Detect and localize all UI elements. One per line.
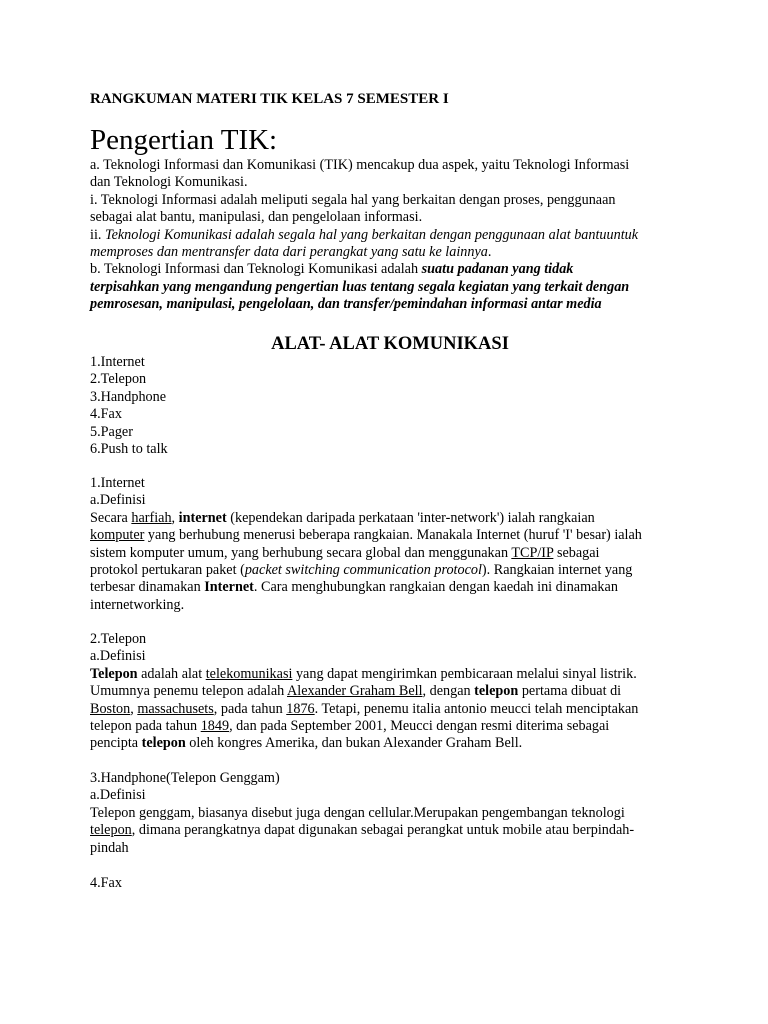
text-run: , dengan [422, 683, 475, 700]
section-heading-alat-komunikasi: ALAT- ALAT KOMUNIKASI [271, 334, 509, 354]
text-run: , dimana perangkatnya dapat digunakan sebagai perangkat untuk mobile atau berpindah- [131, 822, 635, 839]
pengertian-b-line2: terpisahkan yang mengandung pengertian luas tentang segala kegiatan yang terkait dengan [90, 278, 630, 295]
pengertian-b-line1 [90, 261, 690, 278]
link-1849[interactable]: 1849 [200, 718, 230, 735]
telepon-heading: 2.Telepon [90, 631, 147, 647]
text-run: protokol pertukaran paket ( [90, 562, 245, 579]
internet-section [90, 475, 690, 614]
pengertian-i-line2: sebagai alat bantu, manipulasi, dan pengelolaan informasi. [90, 209, 423, 226]
link-harfiah[interactable]: harfiah [131, 509, 172, 526]
tools-list-item: 5.Pager [90, 423, 133, 440]
bold-telepon: Telepon [90, 665, 138, 682]
handphone-line1: Telepon genggam, biasanya disebut juga dengan cellular.Merupakan pengembangan teknologi [90, 804, 625, 821]
text-run: oleh kongres Amerika, dan bukan Alexander Graham Bell. [185, 735, 523, 752]
text-run: telepon pada tahun [90, 718, 201, 735]
internet-line2 [90, 527, 690, 544]
fax-heading: 4.Fax [90, 875, 122, 891]
link-massachusets[interactable]: massachusets [137, 700, 214, 717]
document-title: RANGKUMAN MATERI TIK KELAS 7 SEMESTER I [90, 91, 449, 107]
section-heading-pengertian-tik: Pengertian TIK: [90, 124, 278, 156]
text-run: terbesar dinamakan [90, 579, 205, 596]
bold-telepon: telepon [141, 735, 186, 752]
text-run: , pada tahun [213, 700, 287, 717]
tools-list-item: 6.Push to talk [90, 441, 168, 458]
text-run: yang berhubung menerusi beberapa rangkaian. Manakala Internet (huruf 'I' besar) ialah [144, 527, 642, 544]
internet-line6: internetworking. [90, 596, 185, 613]
pengertian-b-plain: b. Teknologi Informasi dan Teknologi Komunikasi adalah [90, 261, 422, 278]
bold-internet: internet [178, 509, 227, 526]
text-run: yang dapat mengirimkan pembicaraan melalui sinyal listrik. [292, 665, 637, 682]
telepon-line5 [90, 735, 690, 752]
pengertian-b-bold-italic-1: suatu padanan yang tidak [421, 261, 574, 278]
internet-heading: 1.Internet [90, 475, 145, 491]
pengertian-ii-italic-1: Teknologi Komunikasi adalah segala hal yang berkaitan dengan penggunaan alat bantuuntuk [104, 226, 639, 243]
pengertian-a-line2: dan Teknologi Komunikasi. [90, 174, 248, 191]
telepon-line1 [90, 666, 690, 683]
pengertian-ii-line1 [90, 227, 690, 244]
text-run: . Cara menghubungkan rangkaian dengan kaedah ini dinamakan [253, 579, 618, 596]
link-boston[interactable]: Boston [90, 700, 131, 717]
handphone-heading: 3.Handphone(Telepon Genggam) [90, 770, 280, 786]
text-run: ). Rangkaian internet yang [481, 562, 633, 579]
tools-list [90, 354, 690, 458]
text-run: pertama dibuat di [518, 683, 622, 700]
tools-list-item: 2.Telepon [90, 371, 147, 388]
text-run: pencipta [90, 735, 142, 752]
text-run: . Tetapi, penemu italia antonio meucci telah menciptakan [314, 700, 639, 717]
pengertian-b-line3: pemrosesan, manipulasi, pengelolaan, dan transfer/pemindahan informasi antar media [90, 296, 602, 313]
bold-internet-name: Internet [204, 579, 254, 596]
handphone-section [90, 770, 690, 857]
pengertian-ii-italic-2: memproses dan mentransfer data dari perangkat yang satu ke lainnya [90, 244, 488, 261]
handphone-line3: pindah [90, 839, 129, 856]
pengertian-i-line1: i. Teknologi Informasi adalah meliputi segala hal yang berkaitan dengan proses, penggunaan [90, 191, 616, 208]
pengertian-ii-prefix: ii. [90, 226, 105, 243]
link-komputer[interactable]: komputer [90, 527, 145, 544]
internet-line4 [90, 562, 690, 579]
pengertian-a-line1: a. Teknologi Informasi dan Komunikasi (TIK) mencakup dua aspek, yaitu Teknologi Informasi [90, 157, 630, 173]
internet-line1 [90, 510, 690, 527]
text-run: Secara [90, 509, 132, 526]
fax-section [90, 875, 690, 892]
italic-packet-switching: packet switching communication protocol [244, 562, 482, 579]
telepon-section [90, 631, 690, 753]
internet-subheading: a.Definisi [90, 492, 146, 509]
text-run: , [130, 700, 138, 717]
text-run: , [171, 509, 179, 526]
handphone-line2 [90, 822, 690, 839]
telepon-subheading: a.Definisi [90, 648, 146, 665]
link-1876[interactable]: 1876 [286, 700, 315, 717]
pengertian-paragraphs [90, 157, 690, 314]
text-run: adalah alat [137, 665, 206, 682]
pengertian-ii-line2 [90, 244, 690, 261]
tools-list-item: 4.Fax [90, 406, 122, 423]
handphone-subheading: a.Definisi [90, 787, 146, 804]
text-run: sebagai [553, 544, 600, 561]
telepon-line3 [90, 701, 690, 718]
tools-list-item: 3.Handphone [90, 388, 167, 405]
link-tcp-ip[interactable]: TCP/IP [511, 544, 554, 561]
internet-line3 [90, 545, 690, 562]
link-telekomunikasi[interactable]: telekomunikasi [205, 665, 293, 682]
internet-line5 [90, 579, 690, 596]
text-run: (kependekan daripada perkataan 'inter-network') ialah rangkaian [226, 509, 595, 526]
text-run: sistem komputer umum, yang berhubung secara global dan menggunakan [90, 544, 512, 561]
telepon-line2 [90, 683, 690, 700]
text-run: Umumnya penemu telepon adalah [90, 683, 287, 700]
link-telepon[interactable]: telepon [90, 822, 132, 839]
telepon-line4 [90, 718, 690, 735]
pengertian-ii-end: . [487, 244, 492, 261]
text-run: , dan pada September 2001, Meucci dengan resmi diterima sebagai [229, 718, 610, 735]
link-alexander-graham-bell[interactable]: Alexander Graham Bell [287, 683, 423, 700]
bold-telepon: telepon [474, 683, 519, 700]
tools-list-item: 1.Internet [90, 354, 145, 370]
